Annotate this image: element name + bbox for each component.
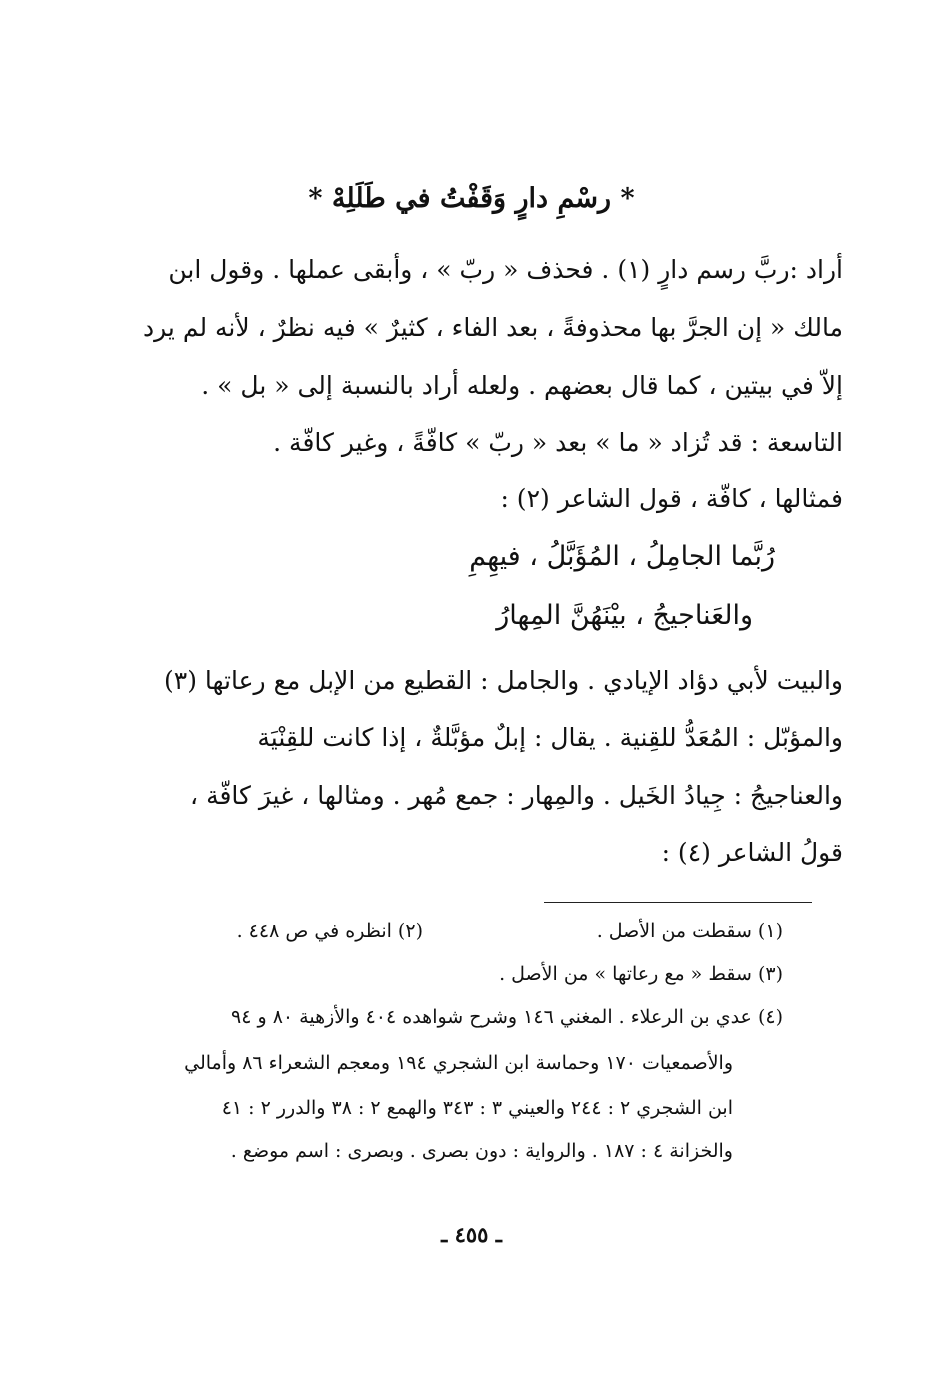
body-line: والمؤبّل : المُعَدُّ للقِنية . يقال : إبلٌ مؤبَّلةٌ ، إذا كانت للقِنْيَة xyxy=(257,723,843,752)
verse-hemistich: رُبَّما الجامِلُ ، المُؤَبَّلُ ، فيهِمِ xyxy=(469,541,775,572)
body-line: قولُ الشاعر (٤) : xyxy=(661,838,843,867)
body-line: أراد :ربَّ رسم دارٍ (١) . فحذف « ربّ » ، وأبقى عملها . وقول ابن xyxy=(168,255,843,284)
body-line: مالك « إن الجرَّ بها محذوفةً ، بعد الفاء ، كثيرٌ » فيه نظرٌ ، لأنه لم يرد xyxy=(143,313,843,342)
body-line: والبيت لأبي دؤاد الإيادي . والجامل : القطيع من الإبل مع رعاتها (٣) xyxy=(164,666,843,695)
page-number: ـ ٤٥٥ ـ xyxy=(441,1222,502,1247)
verse-heading: * رسْمِ دارٍ وَقَفْتُ في طَلَلِهْ * xyxy=(308,183,635,214)
footnote: (٤) عدي بن الرعلاء . المغني ١٤٦ وشرح شواهده ٤٠٤ والأزهية ٨٠ و ٩٤ xyxy=(231,1006,783,1028)
footnote: (٣) سقط « مع رعاتها » من الأصل . xyxy=(499,963,783,985)
footnote: والأصمعيات ١٧٠ وحماسة ابن الشجري ١٩٤ ومعجم الشعراء ٨٦ وأمالي xyxy=(184,1052,733,1074)
footnote: (٢) انظره في ص ٤٤٨ . xyxy=(236,920,423,942)
verse-hemistich: والعَناجيجُ ، بيْنَهُنَّ المِهارُ xyxy=(496,600,753,631)
footnote: والخزانة ٤ : ١٨٧ . والرواية : دون بصرى . وبصرى : اسم موضع . xyxy=(230,1140,733,1162)
body-line: التاسعة : قد تُزاد « ما » بعد « ربّ » كافّةً ، وغير كافّة . xyxy=(273,428,843,457)
footnote: (١) سقطت من الأصل . xyxy=(596,920,783,942)
footnote: ابن الشجري ٢ : ٢٤٤ والعيني ٣ : ٣٤٣ والهمع ٢ : ٣٨ والدرر ٢ : ٤١ xyxy=(221,1097,733,1119)
body-line: فمثالها ، كافّة ، قول الشاعر (٢) : xyxy=(500,484,843,513)
footnote-separator xyxy=(544,902,812,903)
body-line: إلاّ في بيتين ، كما قال بعضهم . ولعله أراد بالنسبة إلى « بل » . xyxy=(201,371,843,400)
body-line: والعناجيجُ : جِيادُ الخَيل . والمِهار : جمع مُهر . ومثالها ، غيرَ كافّة ، xyxy=(190,781,843,810)
